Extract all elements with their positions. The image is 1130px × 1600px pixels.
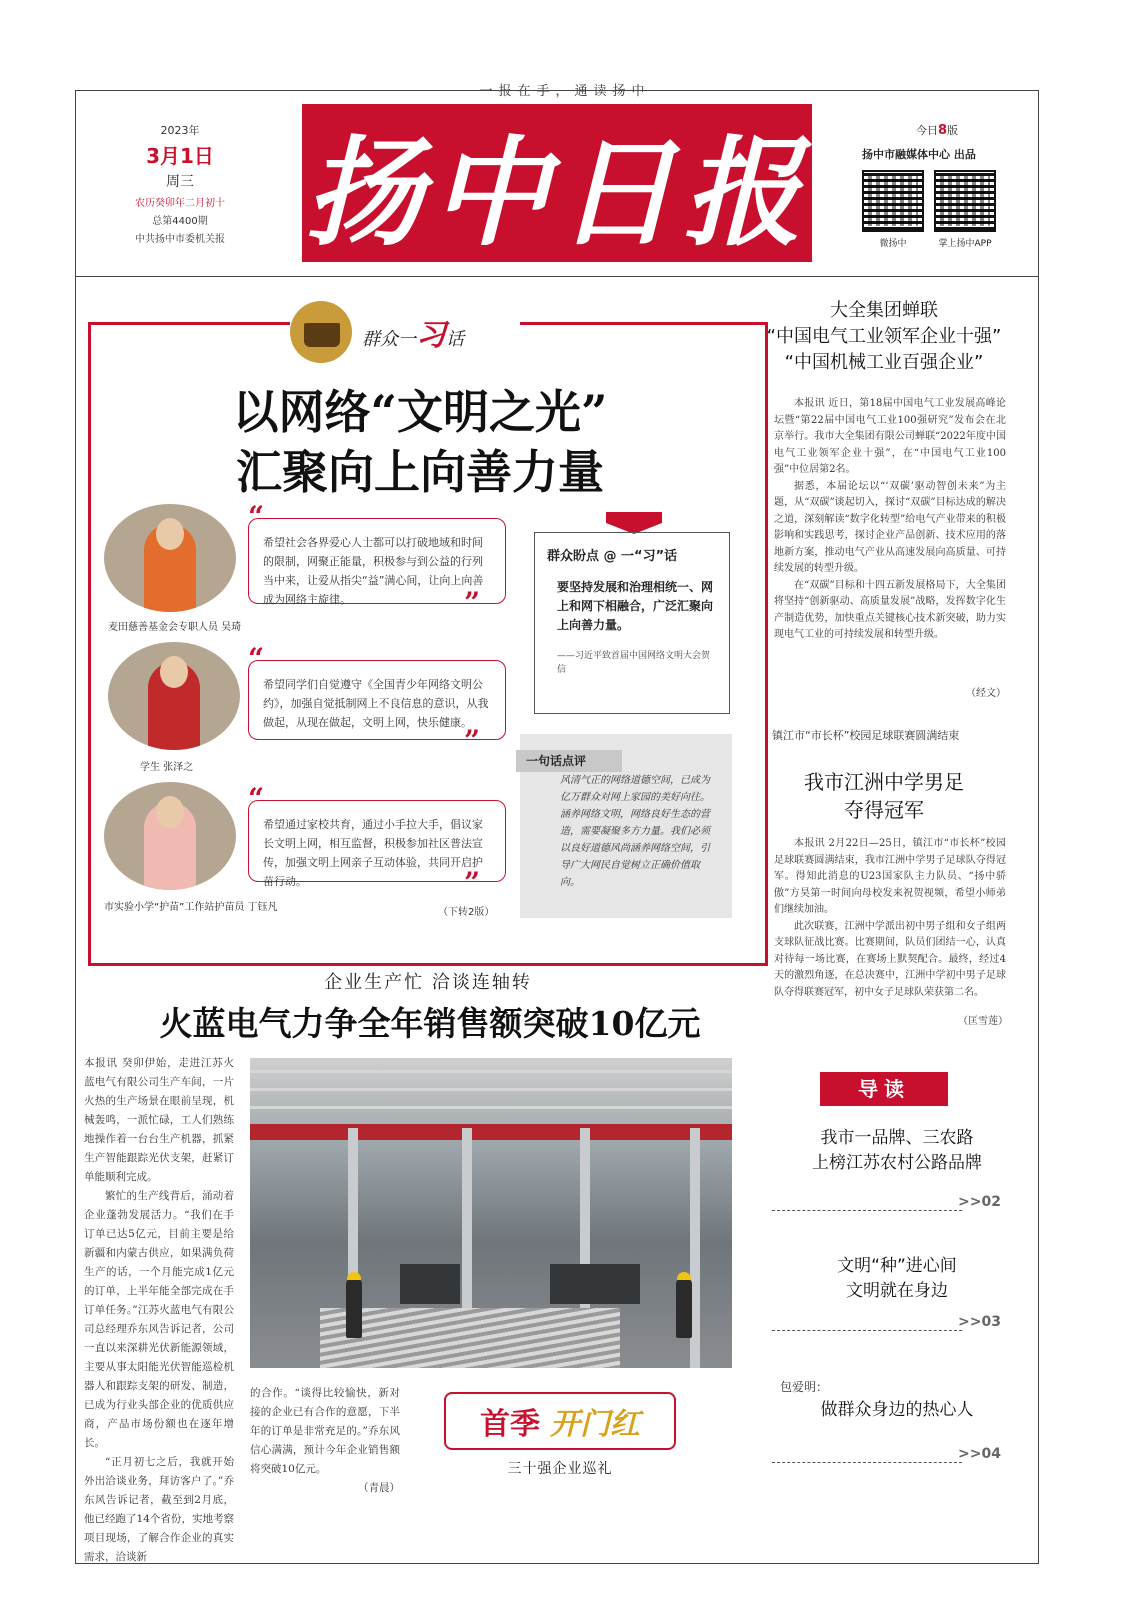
story-body-col1 — [84, 1054, 234, 1567]
person-photo — [104, 782, 236, 890]
quote-close-icon: ” — [464, 866, 481, 899]
weekday: 周三 — [166, 174, 194, 190]
publisher: 扬中市融媒体中心 出品 — [862, 148, 976, 161]
quote-open-icon: “ — [248, 782, 265, 815]
qr-caption: 微扬中 — [879, 239, 907, 249]
editions-count: 8 — [937, 123, 947, 138]
book-logo-icon — [290, 301, 352, 363]
date-box — [120, 122, 240, 245]
headline-line-1: 以网络“文明之光” — [232, 385, 608, 439]
story-para: 本报讯 2月22日—25日，镇江市“市长杯”校园足球联赛圆满结束，我市江洲中学男子足球队夺得冠军。得知此消息的U23国家队主力队员、“扬中骄傲”方昊第一时间向母校发来祝贺视频，希望小师弟们继续加油。 — [774, 838, 1006, 915]
story-body-col2 — [250, 1384, 400, 1498]
guide-item[interactable]: 我市一品牌、三农路 上榜江苏农村公路品牌 — [812, 1128, 982, 1173]
header-right — [862, 122, 1022, 249]
column-logo — [290, 300, 520, 364]
quote-open-icon: “ — [248, 642, 265, 675]
story-para: 在“双碳”目标和十四五新发展格局下，大全集团将坚持“创新驱动、高质量发展”战略，发挥数字化生产制造优势，加快重点关键核心技术新突破，助力实现电气工业的可持续发展和转型升级。 — [774, 579, 1006, 640]
quote-bubble: 希望同学们自觉遵守《全国青少年网络文明公约》，加强自觉抵制网上不良信息的意识，从我做起，从现在做起，文明上网，快乐健康。 — [248, 660, 506, 740]
guide-item[interactable]: 文明“种”进心间 文明就在身边 — [837, 1256, 957, 1301]
nameplate-text: 扬中日报 — [304, 123, 809, 262]
headline-line-2: 汇聚向上向善力量 — [236, 445, 604, 499]
right-story2-body — [774, 836, 1006, 1001]
story-para: 此次联赛，江洲中学派出初中男子组和女子组两支球队征战比赛。比赛期间，队员们团结一心，认真对待每一场比赛，在赛场上默契配合。最终，经过4天的激烈角逐，在总决赛中，江洲中学初中男子足球队夺得联赛冠军，初中女子足球队荣获第二名。 — [774, 920, 1006, 998]
factory-photo — [250, 1058, 732, 1368]
guide-page-link[interactable]: >>02 — [958, 1194, 1001, 1210]
story-author: （青晨） — [358, 1482, 400, 1494]
story-headline[interactable]: 火蓝电气力争全年销售额突破10亿元 — [159, 1004, 701, 1043]
nameplate — [302, 104, 812, 262]
feature-headline[interactable] — [140, 382, 700, 502]
guide-divider — [772, 1330, 962, 1331]
point-heading: 群众盼点 @ 一“习”话 — [547, 549, 678, 564]
quote-speaker: 麦田慈善基金会专职人员 吴琦 — [108, 622, 242, 633]
comment-tag: 一句话点评 — [516, 750, 622, 772]
right-story2-author: （匡雪莲） — [958, 1016, 1008, 1027]
banner-text-a: 首季 — [480, 1407, 540, 1442]
qr-app[interactable] — [934, 170, 996, 249]
story-para: 繁忙的生产线背后，涌动着企业蓬勃发展活力。“我们在手订单已达5亿元，目前主要是给新疆和内蒙古供应，如果满负荷生产的话，一个月能完成1亿元的订单，上半年能全部完成在手订单任务。”江苏火蓝电气有限公司总经理乔东风告诉记者，公司一直以来深耕光伏新能源领域，主要从事太阳能光伏智能巡检机器人和跟踪支架的研发、制造，已成为行业头部企业的优质供应商，产品市场份额也在逐年增长。 — [84, 1190, 234, 1449]
person-photo — [104, 504, 236, 612]
story-para: 的合作。“谈得比较愉快，新对接的企业已有合作的意愿，下半年的订单是非常充足的。”乔东风信心满满，预计今年企业销售额将突破10亿元。 — [250, 1387, 400, 1475]
qr-code-icon — [862, 170, 924, 232]
guide-page-link[interactable]: >>03 — [958, 1314, 1001, 1330]
point-source: ——习近平致首届中国网络文明大会贺信 — [557, 651, 711, 675]
qr-code-icon — [934, 170, 996, 232]
qr-caption: 掌上扬中APP — [938, 239, 992, 249]
point-box — [534, 532, 730, 714]
right-story2-kicker: 镇江市“市长杯”校园足球联赛圆满结束 — [772, 729, 960, 742]
guide-item[interactable]: 做群众身边的热心人 — [820, 1400, 974, 1420]
series-banner[interactable] — [444, 1392, 676, 1450]
year: 2023年 — [160, 124, 200, 137]
right-story1-author: （经文） — [966, 688, 1006, 699]
issue-number: 总第4400期 — [152, 216, 208, 227]
quote-bubble: 希望社会各界爱心人士都可以打破地域和时间的限制，网聚正能量，积极参与到公益的行列当中来，让爱从指尖“益”满心间，让向上向善成为网络主旋律。 — [248, 518, 506, 604]
slogan: 一报在手，通读扬中 — [479, 84, 651, 99]
series-subtitle: 三十强企业巡礼 — [507, 1461, 613, 1477]
story-para: 据悉，本届论坛以“‘双碳’驱动智创未来”为主题，从“双碳”谈起切入，探讨“双碳”目标达成的解决之道，深刻解读“数字化转型”给电气产业带来的积极影响和实践思考，探讨企业产品创新、技术应用的落地新方案，推动电气产业从高速发展向高质量、可持续发展的转型升级。 — [774, 480, 1006, 574]
story-para: 本报讯 近日，第18届中国电气工业发展高峰论坛暨“第22届中国电气工业100强研究”发布会在北京举行。我市大全集团有限公司蝉联“2022年度中国电气工业领军企业十强”，在“中国电气工业100强”中位居第2名。 — [774, 398, 1006, 475]
column-logo-text: 群众一习话 — [362, 318, 464, 353]
quote-close-icon: ” — [464, 724, 481, 757]
qr-weyangzhong[interactable] — [862, 170, 924, 249]
quote-close-icon: ” — [464, 586, 481, 619]
guide-item-kicker: 包爱明： — [780, 1380, 829, 1394]
month-day: 3月1日 — [146, 144, 214, 168]
lunar-date: 农历癸卯年二月初十 — [135, 198, 225, 209]
quote-speaker: 市实验小学“护苗”工作站护苗员 丁钰凡 — [104, 902, 278, 913]
qr-codes — [862, 170, 1022, 249]
quote-speaker: 学生 张泽之 — [140, 762, 194, 773]
point-body: 要坚持发展和治理相统一、网上和网下相融合，广泛汇聚向上向善力量。 — [557, 580, 714, 632]
guide-page-link[interactable]: >>04 — [958, 1446, 1001, 1462]
quote-bubble: 希望通过家校共育，通过小手拉大手，倡议家长文明上网，相互监督，积极参加社区普法宣传，加强文明上网亲子互动体验，共同开启护苗行动。 — [248, 800, 506, 882]
guide-tag: 导读 — [820, 1072, 948, 1106]
comment-box: 风清气正的网络道德空间，已成为亿万群众对网上家园的美好向往。涵养网络文明，网络良好生态的营造，需要凝聚多方力量。我们必须以良好道德风尚涵养网络空间，引导广大网民自觉树立正确价值取向。 — [520, 734, 732, 918]
masthead-divider — [75, 276, 1039, 277]
story-para: 本报讯 癸卯伊始，走进江苏火蓝电气有限公司生产车间，一片火热的生产场景在眼前呈现，机械轰鸣，一派忙碌，工人们熟练地操作着一台台生产机器，抓紧生产智能跟踪光伏支架，赶紧订单能顺利完成。 — [84, 1057, 234, 1183]
continued-note: （下转2版） — [438, 907, 495, 918]
organ: 中共扬中市委机关报 — [135, 234, 225, 245]
guide-divider — [772, 1210, 962, 1211]
editions: 今日8版 — [915, 123, 958, 138]
banner-text-b: 开门红 — [550, 1407, 640, 1442]
guide-divider — [772, 1462, 962, 1463]
right-story2-headline[interactable]: 我市江洲中学男足 夺得冠军 — [804, 770, 964, 822]
crane-beam — [250, 1124, 732, 1140]
person-photo — [108, 642, 240, 750]
right-story1-headline[interactable]: 大全集团蝉联 “中国电气工业领军企业十强” “中国机械工业百强企业” — [766, 300, 1002, 373]
quote-open-icon: “ — [248, 500, 265, 533]
right-story1-body — [774, 396, 1006, 644]
story-kicker: 企业生产忙 洽谈连轴转 — [324, 972, 532, 993]
story-para: “正月初七之后，我就开始外出洽谈业务，拜访客户了。”乔东风告诉记者，截至到2月底，他已经跑了14个省份，实地考察项目现场，了解合作企业的真实需求，洽谈新 — [84, 1456, 234, 1563]
